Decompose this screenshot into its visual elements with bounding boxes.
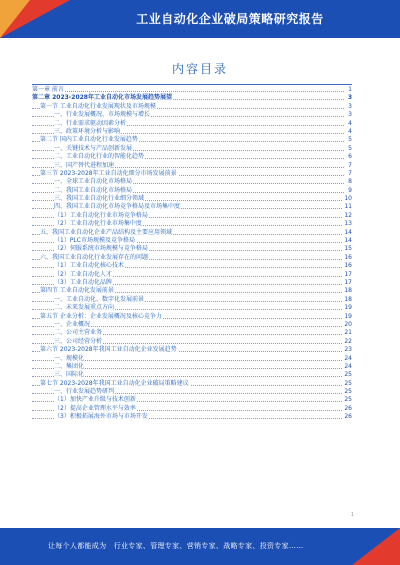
toc-entry-page: 4 xyxy=(348,127,352,135)
toc-entry-title: 一、关键技术与产品创新发展 xyxy=(54,144,133,152)
toc-entry[interactable] xyxy=(32,346,352,354)
toc-entry[interactable] xyxy=(32,162,352,170)
toc-entry-title: 二、集团化 xyxy=(54,362,85,370)
toc-entry-page: 14 xyxy=(344,228,352,236)
toc-entry-title: （3）积极拓展海外市场与市场开发 xyxy=(54,413,148,421)
toc-entry-title: 第四节 工业自动化发展前景 xyxy=(40,287,114,295)
toc-entry-page: 16 xyxy=(344,262,352,270)
toc-entry[interactable] xyxy=(32,145,352,153)
toc-entry-title: 一、规模化 xyxy=(54,354,85,362)
toc-entry-title: 二、未来发展重点方向 xyxy=(54,304,115,312)
toc-entry-page: 8 xyxy=(348,178,352,186)
toc-entry[interactable] xyxy=(32,296,352,304)
toc-entry[interactable] xyxy=(32,262,352,270)
toc-title: 内容目录 xyxy=(171,62,228,76)
toc-entry[interactable] xyxy=(32,355,352,363)
toc-entry[interactable] xyxy=(32,329,352,337)
toc-entry[interactable] xyxy=(32,254,352,262)
toc-entry-title: 一、工业自动化、数字化发展前景 xyxy=(54,295,145,303)
toc-entry-title: 三、政策环境分析与影响 xyxy=(54,127,121,135)
toc-entry-page: 19 xyxy=(344,304,352,312)
toc-entry[interactable] xyxy=(32,136,352,144)
toc-entry-title: （1）工业自动化行业市场竞争格局 xyxy=(54,211,148,219)
report-footer xyxy=(0,528,400,565)
toc-entry-page: 3 xyxy=(348,111,352,119)
toc-entry-page: 15 xyxy=(344,245,352,253)
toc-entry-title: 第二节 国内工业自动化行业发展趋势 xyxy=(40,136,138,144)
toc-entry-page: 17 xyxy=(344,278,352,286)
toc-entry-title: 一、企业概况 xyxy=(54,320,91,328)
toc-entry-title: 第三节 2023-2028年工业自动化细分市场发展前景 xyxy=(40,169,177,177)
toc-entry-page: 3 xyxy=(347,94,352,102)
toc-entry-title: （2）提高企业管理水平与效率 xyxy=(54,404,136,412)
toc-entry[interactable] xyxy=(32,287,352,295)
toc-entry-title: 一、行业发展趋势研判 xyxy=(54,388,115,396)
header-accent-orange xyxy=(0,0,30,38)
toc-entry[interactable] xyxy=(32,245,352,253)
toc-entry-page: 10 xyxy=(344,195,352,203)
toc-entry-page: 1 xyxy=(348,86,352,93)
toc-entry-page: 25 xyxy=(344,396,352,404)
toc-entry[interactable] xyxy=(32,338,352,346)
toc-entry[interactable] xyxy=(32,220,352,228)
toc-entry-title: （2）工业自动化人才 xyxy=(54,270,112,278)
toc-entry-title: 三、公司经营分析 xyxy=(54,337,103,345)
toc-entry[interactable] xyxy=(32,120,352,128)
toc-entry[interactable] xyxy=(32,413,352,421)
toc-entry-page: 22 xyxy=(344,337,352,345)
toc-entry-title: 二、工业自动化行业的智能化趋势 xyxy=(54,153,145,161)
toc-top-divider xyxy=(32,84,352,85)
toc-entry-page: 21 xyxy=(344,329,352,337)
toc-entry-page: 3 xyxy=(348,102,352,110)
toc-entry-title: （1）PLC市场规模及竞争格局 xyxy=(54,237,135,245)
toc-entry-title: 四、我国工业自动化市场竞争格局及市场集中度 xyxy=(54,203,181,211)
toc-entry-page: 18 xyxy=(344,287,352,295)
toc-entry-title: （2）伺服系统市场规模与竞争格局 xyxy=(54,245,148,253)
toc-entry-page: 26 xyxy=(344,413,352,421)
toc-entry-title: 三、国产替代进程加速 xyxy=(54,161,115,169)
toc-entry-title: （2）工业自动化行业市场集中度 xyxy=(54,220,142,228)
toc-entry-page: 25 xyxy=(344,371,352,379)
toc-entry-page: 13 xyxy=(344,220,352,228)
toc-entry-title: 五、我国工业自动化企业产品结构及主要应用领域 xyxy=(40,228,173,236)
toc-entry[interactable] xyxy=(32,304,352,312)
toc-entry-page: 5 xyxy=(348,144,352,152)
toc-entry[interactable] xyxy=(32,212,352,220)
toc-entry-title: 第五节 企业分析：企业发展概况及核心竞争力 xyxy=(40,312,162,320)
toc-entry[interactable] xyxy=(32,153,352,161)
toc-entry-page: 26 xyxy=(344,404,352,412)
toc-entry[interactable] xyxy=(32,103,352,111)
toc-entry[interactable] xyxy=(32,271,352,279)
toc-entry[interactable] xyxy=(32,111,352,119)
toc-entry-page: 20 xyxy=(344,320,352,328)
toc-entry-page: 17 xyxy=(344,270,352,278)
toc-entry-page: 6 xyxy=(348,153,352,161)
toc-entry-title: 第六节 2023-2028年我国工业自动化企业发展趋势 xyxy=(40,346,177,354)
footer-slogan: 让每个人都能成为 行业专家、管理专家、营销专家、战略专家、投资专家…… xyxy=(48,542,304,550)
toc-entry-title: （3）工业自动化品牌 xyxy=(54,278,112,286)
toc-entry[interactable] xyxy=(32,380,352,388)
toc-leader-dots xyxy=(32,91,344,92)
toc-entry[interactable] xyxy=(32,229,352,237)
toc-entry-title: 一、行业发展概况、市场规模与增长 xyxy=(54,111,151,119)
toc-entry-title: 第一章 前言 xyxy=(32,86,64,93)
toc-entry-page: 7 xyxy=(348,161,352,169)
toc-entry-page: 16 xyxy=(344,253,352,261)
report-header xyxy=(0,0,400,38)
toc-entry[interactable] xyxy=(32,371,352,379)
toc-entry-page: 25 xyxy=(344,388,352,396)
toc-entry[interactable] xyxy=(32,396,352,404)
report-title: 工业自动化企业破局策略研究报告 xyxy=(136,12,324,26)
toc-entry[interactable] xyxy=(32,313,352,321)
toc-entry-page: 23 xyxy=(344,346,352,354)
toc-entry[interactable] xyxy=(32,405,352,413)
page-number: 1 xyxy=(350,512,354,518)
toc-entry-title: 第一节 工业自动化行业发展现状及市场规模 xyxy=(40,102,156,110)
toc-entry[interactable] xyxy=(32,203,352,211)
toc-entry-page: 5 xyxy=(348,136,352,144)
toc-entry-page: 19 xyxy=(344,312,352,320)
toc-entry-title: 第七节 2023-2028年我国工业自动化企业破局策略建议 xyxy=(40,379,189,387)
toc-entry[interactable] xyxy=(32,94,352,102)
toc-entry-page: 18 xyxy=(344,295,352,303)
toc-entry-page: 12 xyxy=(344,211,352,219)
toc-entry-title: （1）工业自动化核心技术 xyxy=(54,262,124,270)
toc-entry-page: 24 xyxy=(344,362,352,370)
toc-entry-title: 三、我国工业自动化行业细分领域 xyxy=(54,195,145,203)
toc-entry-title: 二、行业需求驱动因素分析 xyxy=(54,119,127,127)
table-of-contents xyxy=(32,86,352,422)
toc-entry-title: 二、我国工业自动化市场格局 xyxy=(54,186,133,194)
toc-entry-page: 11 xyxy=(344,203,352,211)
toc-entry-title: 一、全球工业自动化市场格局 xyxy=(54,178,133,186)
toc-entry-page: 25 xyxy=(344,379,352,387)
toc-entry[interactable] xyxy=(32,178,352,186)
toc-entry-page: 14 xyxy=(344,237,352,245)
toc-entry-title: 三、国际化 xyxy=(54,371,85,379)
toc-entry-page: 24 xyxy=(344,354,352,362)
toc-entry-page: 9 xyxy=(348,186,352,194)
toc-entry[interactable] xyxy=(32,187,352,195)
toc-entry-title: 二、公司主营业务 xyxy=(54,329,103,337)
toc-entry-title: （1）加快产业升级与技术创新 xyxy=(54,396,136,404)
toc-entry-title: 六、我国工业自动化行业发展存在的问题 xyxy=(40,253,149,261)
toc-entry-page: 4 xyxy=(348,119,352,127)
footer-accent-red xyxy=(352,528,400,565)
toc-entry-page: 7 xyxy=(348,169,352,177)
toc-entry-title: 第二章 2023-2028年工业自动化市场发展趋势展望 xyxy=(32,94,172,102)
